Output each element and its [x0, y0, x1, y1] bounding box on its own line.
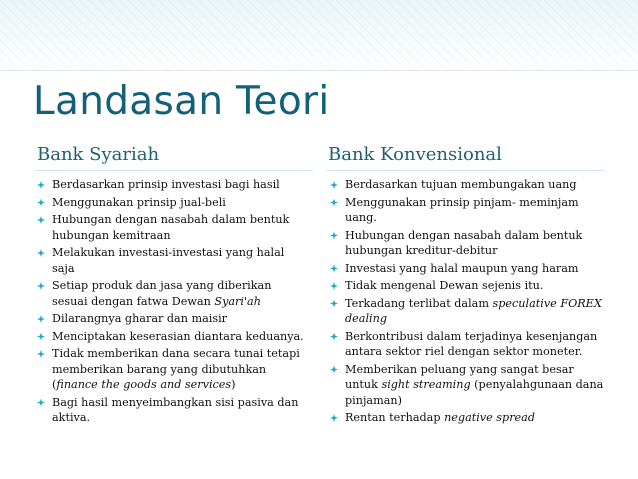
list-item: [36, 311, 310, 327]
star-bullet-icon: [37, 315, 45, 323]
list-item-text: Tidak mengenal Dewan sejenis itu.: [345, 279, 544, 292]
list-item-text: Investasi yang halal maupun yang haram: [345, 261, 579, 275]
list-item-text: Berkontribusi dalam terjadinya kesenjangan antara sektor riel dengan sektor moneter.: [345, 329, 598, 358]
column-heading-underline: [35, 170, 313, 171]
list-item: [329, 228, 605, 259]
list-item-text: Terkadang terlibat dalam: [345, 296, 493, 310]
list-item: [36, 346, 310, 393]
column-heading-bank-konvensional: Bank Konvensional: [328, 144, 502, 165]
star-bullet-icon: [37, 249, 45, 257]
list-item-text: Dilarangnya gharar dan maisir: [52, 312, 228, 325]
list-item: [36, 195, 310, 211]
list-item: [329, 410, 605, 426]
star-bullet-icon: [330, 232, 338, 240]
star-bullet-icon: [330, 333, 338, 341]
list-item-text: Berdasarkan prinsip investasi bagi hasil: [52, 178, 280, 191]
star-bullet-icon: [330, 181, 338, 189]
star-bullet-icon: [37, 181, 45, 189]
star-bullet-icon: [37, 333, 45, 341]
bank-syariah-list: [36, 177, 310, 428]
list-item-text: Hubungan dengan nasabah dalam bentuk hubungan kemitraan: [52, 213, 290, 242]
list-item: [329, 296, 605, 327]
list-item-text: Menggunakan prinsip jual-beli: [52, 195, 226, 209]
list-item-text: Berdasarkan tujuan membungakan uang: [345, 178, 577, 191]
list-item: [329, 195, 605, 226]
star-bullet-icon: [330, 366, 338, 374]
column-heading-underline: [326, 170, 604, 171]
list-item: [36, 395, 310, 426]
list-item: [329, 261, 605, 277]
list-item-italic-text: sight streaming: [381, 378, 471, 391]
star-bullet-icon: [37, 216, 45, 224]
list-item-text: ): [231, 378, 236, 391]
header-divider: [0, 70, 638, 71]
star-bullet-icon: [330, 300, 338, 308]
star-bullet-icon: [37, 282, 45, 290]
list-item-italic-text: finance the goods and services: [56, 378, 232, 391]
list-item-italic-text: speculative FOREX dealing: [345, 296, 602, 325]
header-texture: [0, 0, 638, 70]
list-item-text: Memberikan peluang yang sangat besar untuk: [345, 362, 574, 391]
list-item-italic-text: negative spread: [444, 411, 536, 424]
star-bullet-icon: [37, 199, 45, 207]
list-item: [329, 329, 605, 360]
star-bullet-icon: [330, 282, 338, 290]
list-item: [36, 245, 310, 276]
list-item: [36, 329, 310, 345]
list-item-text: Rentan terhadap: [345, 411, 445, 424]
slide-title: Landasan Teori: [33, 79, 330, 124]
column-heading-bank-syariah: Bank Syariah: [37, 144, 160, 165]
star-bullet-icon: [37, 399, 45, 407]
star-bullet-icon: [37, 350, 45, 358]
list-item: [36, 212, 310, 243]
list-item-text: Menciptakan keserasian diantara keduanya.: [52, 329, 304, 343]
list-item-italic-text: Syari'ah: [214, 294, 261, 308]
list-item-text: Melakukan investasi-investasi yang halal saja: [52, 246, 285, 275]
list-item: [329, 362, 605, 409]
bank-konvensional-list: [329, 177, 605, 428]
list-item-text: Bagi hasil menyeimbangkan sisi pasiva dan aktiva.: [52, 395, 299, 424]
list-item-text: Setiap produk dan jasa yang diberikan sesuai dengan fatwa Dewan: [52, 279, 272, 308]
star-bullet-icon: [330, 414, 338, 422]
star-bullet-icon: [330, 199, 338, 207]
list-item-text: Menggunakan prinsip pinjam- meminjam uang.: [345, 195, 579, 224]
list-item: [329, 278, 605, 294]
list-item: [329, 177, 605, 193]
list-item: [36, 278, 310, 309]
list-item-text: Hubungan dengan nasabah dalam bentuk hubungan kreditur-debitur: [345, 228, 583, 257]
star-bullet-icon: [330, 265, 338, 273]
list-item: [36, 177, 310, 193]
list-item-text: Tidak memberikan dana secara tunai tetapi memberikan barang yang dibutuhkan (: [52, 347, 300, 391]
list-item-text: (penyalahgunaan dana pinjaman): [345, 378, 604, 407]
